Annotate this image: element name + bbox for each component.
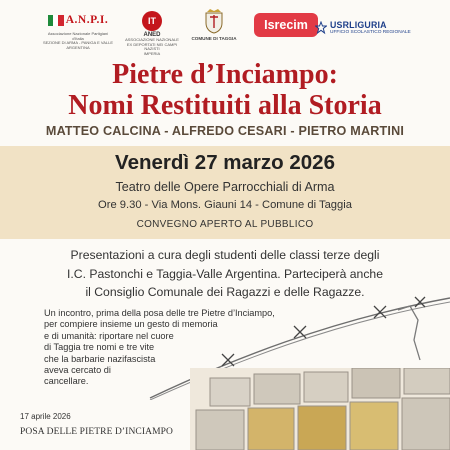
event-date: Venerdì 27 marzo 2026: [115, 151, 335, 174]
presentation-line-2: I.C. Pastonchi e Taggia-Valle Argentina. Parteciperà anche: [67, 266, 383, 281]
event-access: CONVEGNO APERTO AL PUBBLICO: [136, 219, 314, 230]
title-line-2: Nomi Restituiti alla Storia: [68, 90, 382, 121]
anpi-name: A.N.P.I.: [65, 14, 109, 26]
presentation-line-3: il Consiglio Comunale dei Ragazzi e delle Ragazze.: [85, 285, 365, 299]
star-emblem-icon: [315, 21, 327, 35]
anpi-logo: [42, 8, 114, 50]
coat-of-arms-icon: [204, 8, 224, 34]
usr-name: USRLIGURIA: [330, 20, 387, 30]
footer-title: POSA DELLE PIETRE D’INCIAMPO: [20, 427, 173, 437]
description-line: che la barbarie nazifascista: [44, 353, 156, 364]
description-line: cancellare.: [44, 376, 89, 387]
aned-caption: ASSOCIAZIONE NAZIONALE EX DEPORTATI NEI CAMPI NAZISTI IMPERIA: [125, 37, 179, 56]
footer-date: 17 aprile 2026: [20, 412, 71, 421]
aned-logo: [124, 8, 180, 56]
event-time-address: Ore 9.30 - Via Mons. Giauni 14 - Comune di Taggia: [98, 199, 352, 211]
usr-liguria-logo: [315, 20, 415, 35]
description-line: e di umanità: riportare nel cuore: [44, 330, 174, 341]
italian-flag-icon: [48, 15, 64, 26]
description-line: di Taggia tre nomi e tre vite: [44, 342, 155, 353]
description-line: per compiere insieme un gesto di memoria: [44, 319, 218, 330]
aned-name: ANED: [143, 32, 161, 38]
title-line-1: Pietre d’Inciampo:: [112, 59, 338, 90]
aned-mark: IT: [142, 11, 162, 31]
description-line: aveva cercato di: [44, 365, 111, 376]
logos-row: [0, 0, 450, 62]
event-venue: Teatro delle Opere Parrocchiali di Arma: [115, 180, 335, 194]
presentation-line-1: Presentazioni a cura degli studenti delle classi terze degli: [70, 248, 380, 262]
isrecim-logo: Isrecim: [254, 13, 318, 37]
taggia-name: COMUNE DI TAGGIA: [191, 36, 237, 41]
stumbling-stones-illustration: [190, 368, 450, 450]
usr-subtitle: UFFICIO SCOLASTICO REGIONALE: [330, 30, 411, 35]
taggia-logo: [186, 8, 242, 41]
description-line: Un incontro, prima della posa delle tre Pietre d’Inciampo,: [44, 308, 275, 318]
honored-names: MATTEO CALCINA - ALFREDO CESARI - PIETRO MARTINI: [45, 124, 405, 138]
anpi-caption: Associazione Nazionale Partigiani d'Italia SEZIONE DI ARMA - PANIGA E VALLE ARGENTINA: [42, 31, 114, 50]
